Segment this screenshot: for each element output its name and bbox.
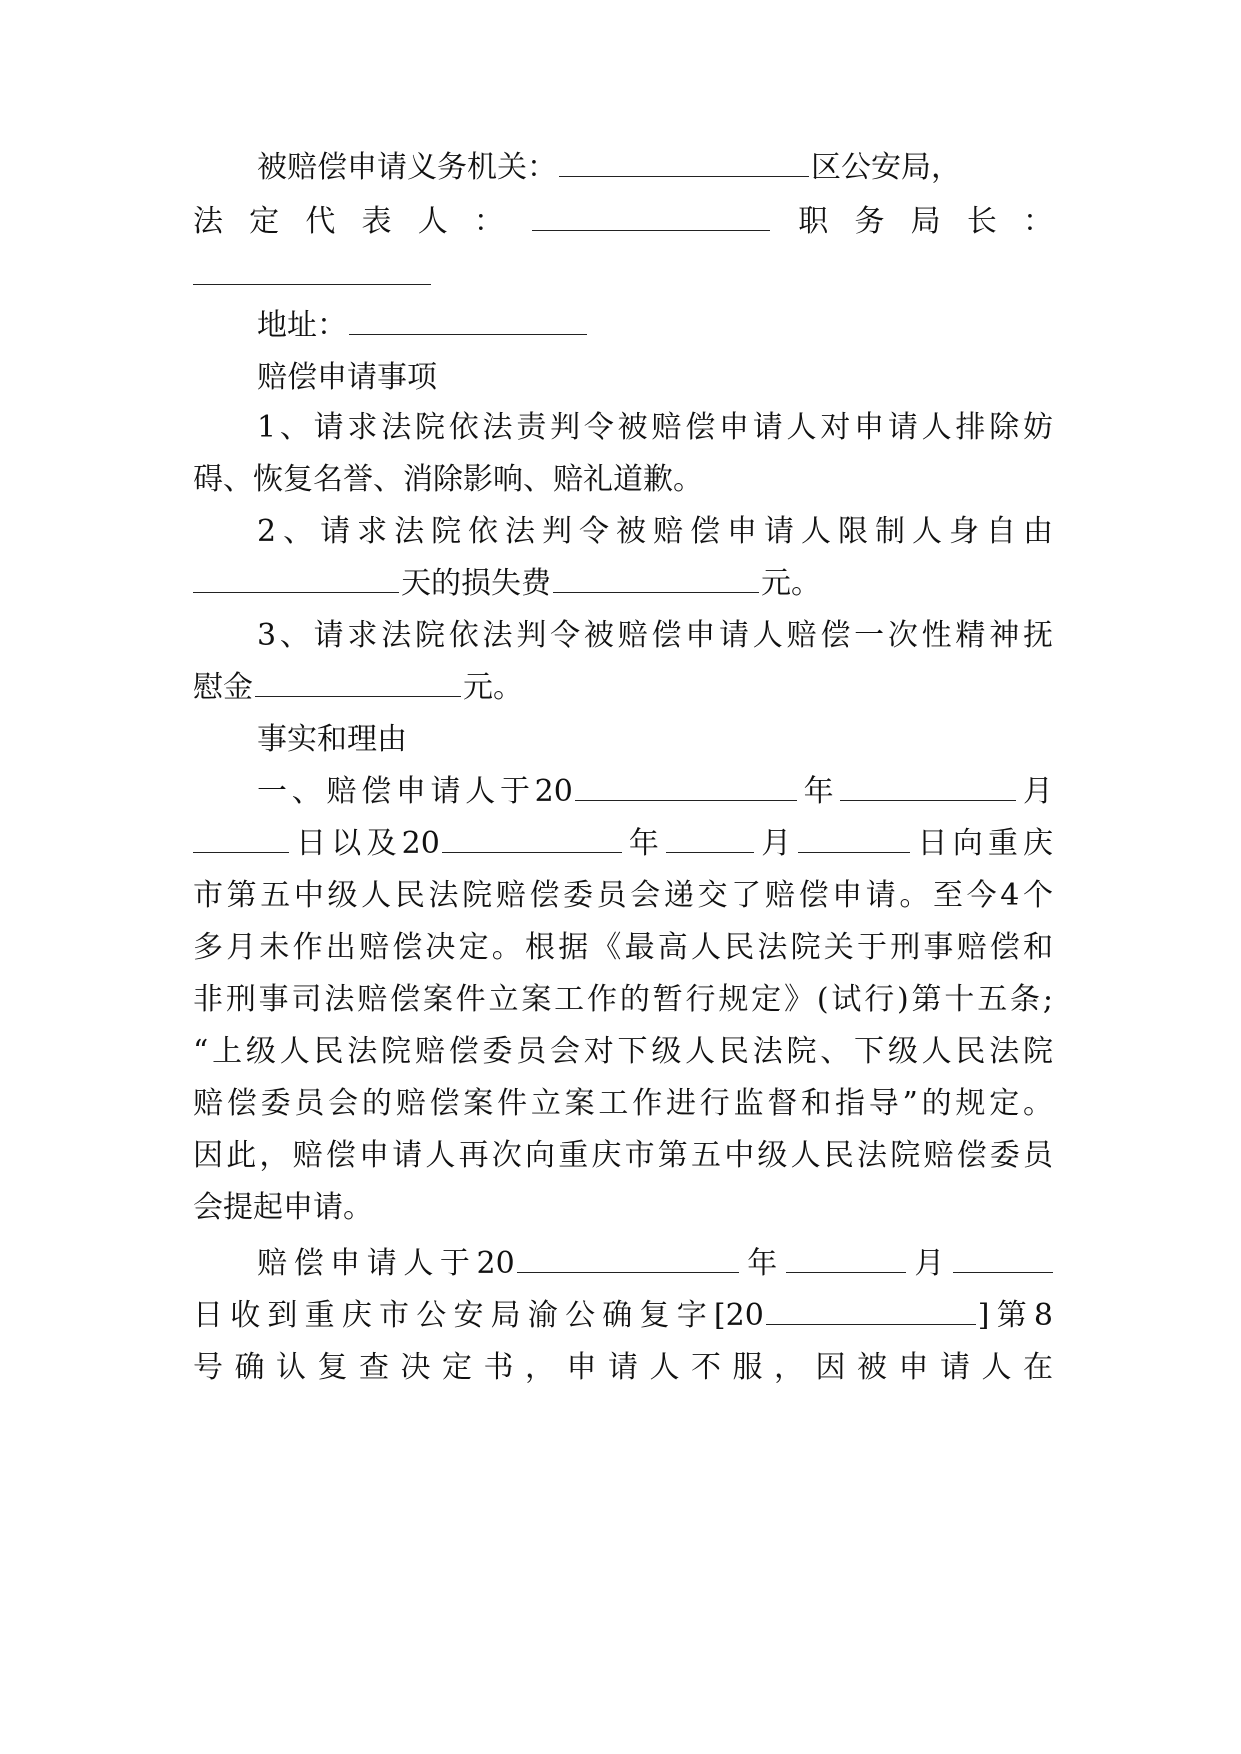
section-heading-facts: 事实和理由 [257, 722, 407, 757]
month-blank [840, 770, 1016, 801]
facts-line-3: 市第五中级人民法院赔偿委员会递交了赔偿申请。至今4个 [193, 878, 1053, 913]
loss-fee-blank [553, 562, 759, 593]
legal-rep-line [193, 200, 1053, 244]
respondent-label: 被赔偿申请义务机关： [257, 150, 557, 185]
claim-2-line-1: 2、请求法院依法判令被赔偿申请人限制人身自由 [257, 514, 1053, 549]
day-blank [193, 822, 289, 853]
legal-rep-label: 法定代表人： [193, 204, 531, 239]
solatium-label: 慰金 [193, 670, 253, 705]
legal-rep-blank [532, 200, 770, 231]
position-blank-line [193, 254, 1053, 298]
facts-line-7: 赔偿委员会的赔偿案件立案工作进行监督和指导”的规定。 [193, 1086, 1053, 1121]
month-blank [786, 1242, 906, 1273]
claim-2-line-2 [193, 562, 1053, 606]
section-heading-claims: 赔偿申请事项 [257, 360, 437, 395]
year-blank [442, 822, 622, 853]
facts-line-5: 非刑事司法赔偿案件立案工作的暂行规定》(试行)第十五条; [193, 982, 1053, 1017]
receipt-year-prefix: 赔偿申请人于20 [257, 1246, 515, 1281]
month-label: 月 [907, 1246, 952, 1281]
receipt-line-1 [257, 1242, 1053, 1286]
month-label: 月 [756, 826, 797, 861]
day-blank [953, 1242, 1053, 1273]
address-line [257, 304, 1053, 348]
facts-line-9: 会提起申请。 [193, 1190, 373, 1225]
facts-line-4: 多月未作出赔偿决定。根据《最高人民法院关于刑事赔偿和 [193, 930, 1053, 965]
address-label: 地址： [257, 308, 347, 343]
facts-line-6: “上级人民法院赔偿委员会对下级人民法院、下级人民法院 [193, 1034, 1053, 1069]
yuan-suffix: 元。 [463, 670, 523, 705]
position-blank [193, 254, 431, 285]
facts-line-8: 因此，赔偿申请人再次向重庆市第五中级人民法院赔偿委员 [193, 1138, 1053, 1173]
address-blank [349, 304, 587, 335]
decision-number-prefix: 日收到重庆市公安局渝公确复字[20 [193, 1298, 764, 1333]
claim-3-line-2 [193, 666, 1053, 710]
second-date-prefix: 日以及20 [291, 826, 440, 861]
claim-3-line-1: 3、请求法院依法判令被赔偿申请人赔偿一次性精神抚 [257, 618, 1053, 653]
year-label: 年 [740, 1246, 784, 1281]
respondent-line [257, 146, 1053, 190]
year-label: 年 [623, 826, 665, 861]
facts-line-2 [193, 822, 1053, 866]
days-blank [193, 562, 399, 593]
decision-year-blank [766, 1294, 976, 1325]
respondent-blank [559, 146, 809, 177]
receipt-line-2 [193, 1294, 1053, 1338]
year-blank [575, 770, 797, 801]
claim-1-line-2: 碍、恢复名誉、消除影响、赔礼道歉。 [193, 462, 703, 497]
facts-year-prefix: 一、赔偿申请人于20 [257, 774, 573, 809]
day-label: 日向重庆 [912, 826, 1054, 861]
day-blank [798, 822, 910, 853]
position-label: 职务局长： [772, 204, 1054, 239]
decision-number-suffix: ]第8 [977, 1298, 1053, 1333]
month-blank [666, 822, 754, 853]
facts-line-1 [257, 770, 1053, 814]
yuan-suffix: 元。 [761, 566, 821, 601]
claim-1-line-1: 1、请求法院依法责判令被赔偿申请人对申请人排除妨 [257, 410, 1053, 445]
respondent-suffix: 区公安局， [811, 150, 961, 185]
receipt-line-3: 号确认复查决定书，申请人不服，因被申请人在 [193, 1350, 1053, 1385]
year-label: 年 [798, 774, 839, 809]
year-blank [517, 1242, 739, 1273]
loss-fee-label: 天的损失费 [401, 566, 551, 601]
solatium-blank [255, 666, 461, 697]
month-label: 月 [1018, 774, 1053, 809]
